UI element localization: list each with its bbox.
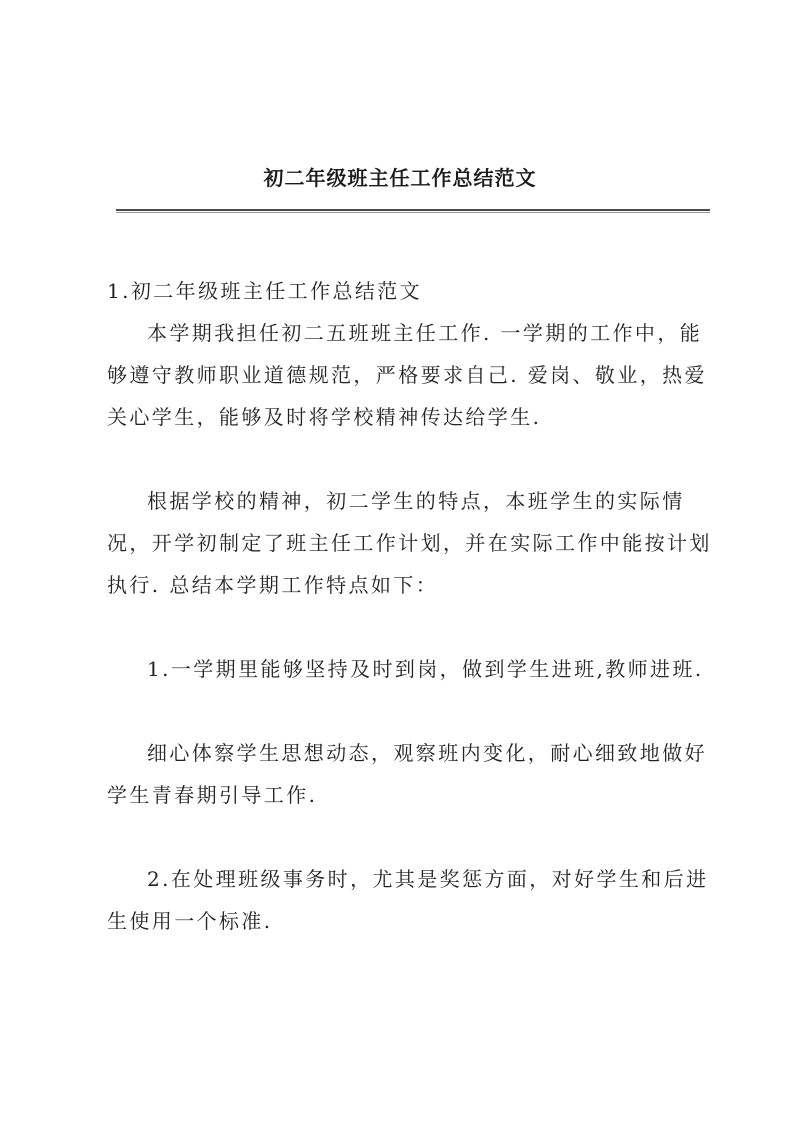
paragraph-3: 1.一学期里能够坚持及时到岗，做到学生进班,教师进班.	[147, 657, 704, 681]
paragraph-1: 本学期我担任初二五班班主任工作. 一学期的工作中，能够遵守教师职业道德规范，严格要求自己. 爱岗、敬业，热爱关心学生，能够及时将学校精神传达给学生.	[107, 321, 707, 429]
title-divider	[116, 209, 710, 213]
section-heading: 1.初二年级班主任工作总结范文	[107, 279, 423, 303]
paragraph-5: 2.在处理班级事务时，尤其是奖惩方面，对好学生和后进生使用一个标准.	[107, 867, 709, 933]
paragraph-4: 细心体察学生思想动态，观察班内变化，耐心细致地做好学生青春期引导工作.	[107, 741, 707, 807]
paragraph-2: 根据学校的精神，初二学生的特点，本班学生的实际情况，开学初制定了班主任工作计划，并在实际工作中能按计划执行. 总结本学期工作特点如下：	[107, 489, 712, 597]
document-title: 初二年级班主任工作总结范文	[263, 166, 537, 190]
